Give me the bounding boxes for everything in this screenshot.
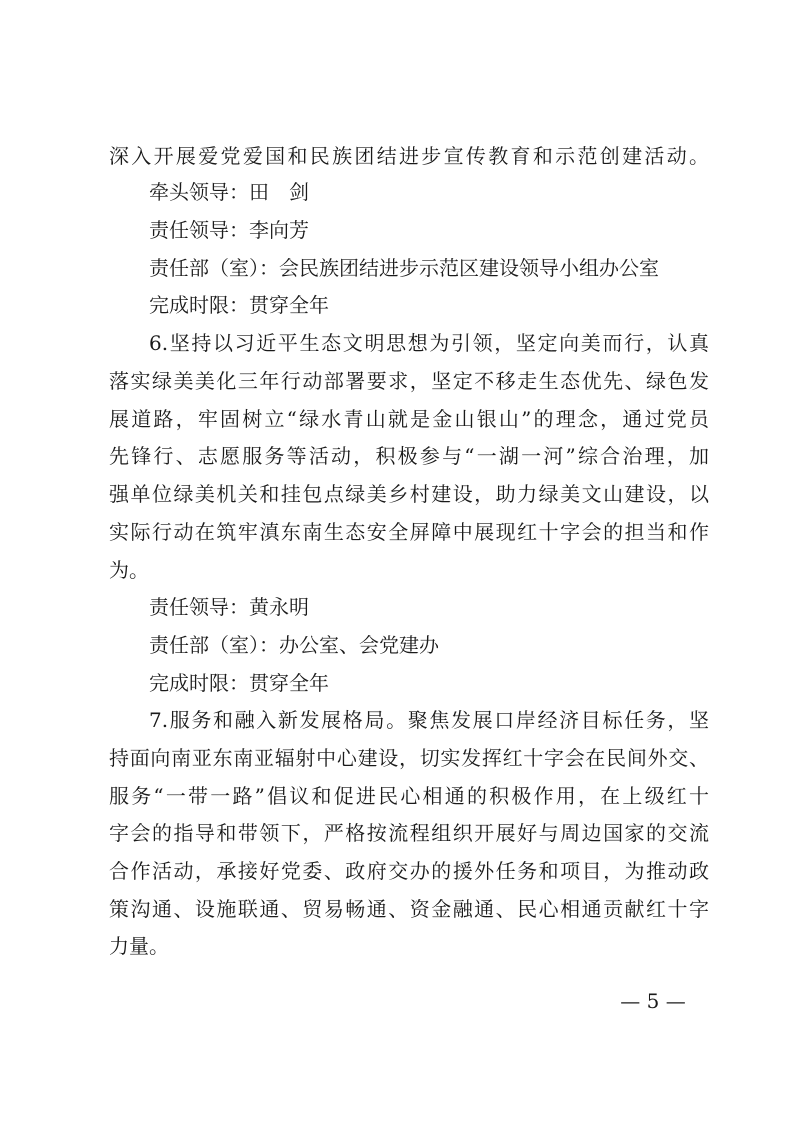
paragraph-line: 字会的指导和带领下，严格按流程组织开展好与周边国家的交流 [109, 821, 709, 845]
responsible-department-line: 责任部（室）：会民族团结进步示范区建设领导小组办公室 [149, 256, 659, 280]
paragraph-line: 持面向南亚东南亚辐射中心建设，切实发挥红十字会在民间外交、 [109, 746, 709, 770]
deadline-line: 完成时限：贯穿全年 [149, 293, 329, 317]
paragraph-line: 先锋行、志愿服务等活动，积极参与“一湖一河”综合治理，加 [109, 444, 709, 468]
paragraph-line: 强单位绿美机关和挂包点绿美乡村建设，助力绿美文山建设，以 [109, 482, 709, 506]
page-number: — 5 — [620, 989, 686, 1013]
responsible-department-line: 责任部（室）：办公室、会党建办 [149, 633, 439, 657]
paragraph-line: 合作活动，承接好党委、政府交办的援外任务和项目，为推动政 [109, 859, 709, 883]
lead-leader-line: 牵头领导：田 剑 [149, 180, 309, 204]
paragraph-line: 服务“一带一路”倡议和促进民心相通的积极作用，在上级红十 [109, 784, 709, 808]
responsible-leader-line: 责任领导：黄永明 [149, 595, 309, 619]
paragraph-line: 策沟通、设施联通、贸易畅通、资金融通、民心相通贡献红十字 [109, 897, 709, 921]
paragraph-line: 为。 [109, 558, 149, 582]
paragraph-line: 力量。 [109, 934, 169, 958]
deadline-line: 完成时限：贯穿全年 [149, 671, 329, 695]
paragraph-line: 6.坚持以习近平生态文明思想为引领，坚定向美而行，认真 [149, 331, 709, 355]
paragraph-line: 实际行动在筑牢滇东南生态安全屏障中展现红十字会的担当和作 [109, 520, 709, 544]
paragraph-line: 展道路，牢固树立“绿水青山就是金山银山”的理念，通过党员 [109, 407, 709, 431]
responsible-leader-line: 责任领导：李向芳 [149, 218, 309, 242]
paragraph-line: 深入开展爱党爱国和民族团结进步宣传教育和示范创建活动。 [109, 144, 709, 168]
paragraph-line: 落实绿美美化三年行动部署要求，坚定不移走生态优先、绿色发 [109, 369, 709, 393]
paragraph-line: 7.服务和融入新发展格局。聚焦发展口岸经济目标任务，坚 [149, 708, 709, 732]
